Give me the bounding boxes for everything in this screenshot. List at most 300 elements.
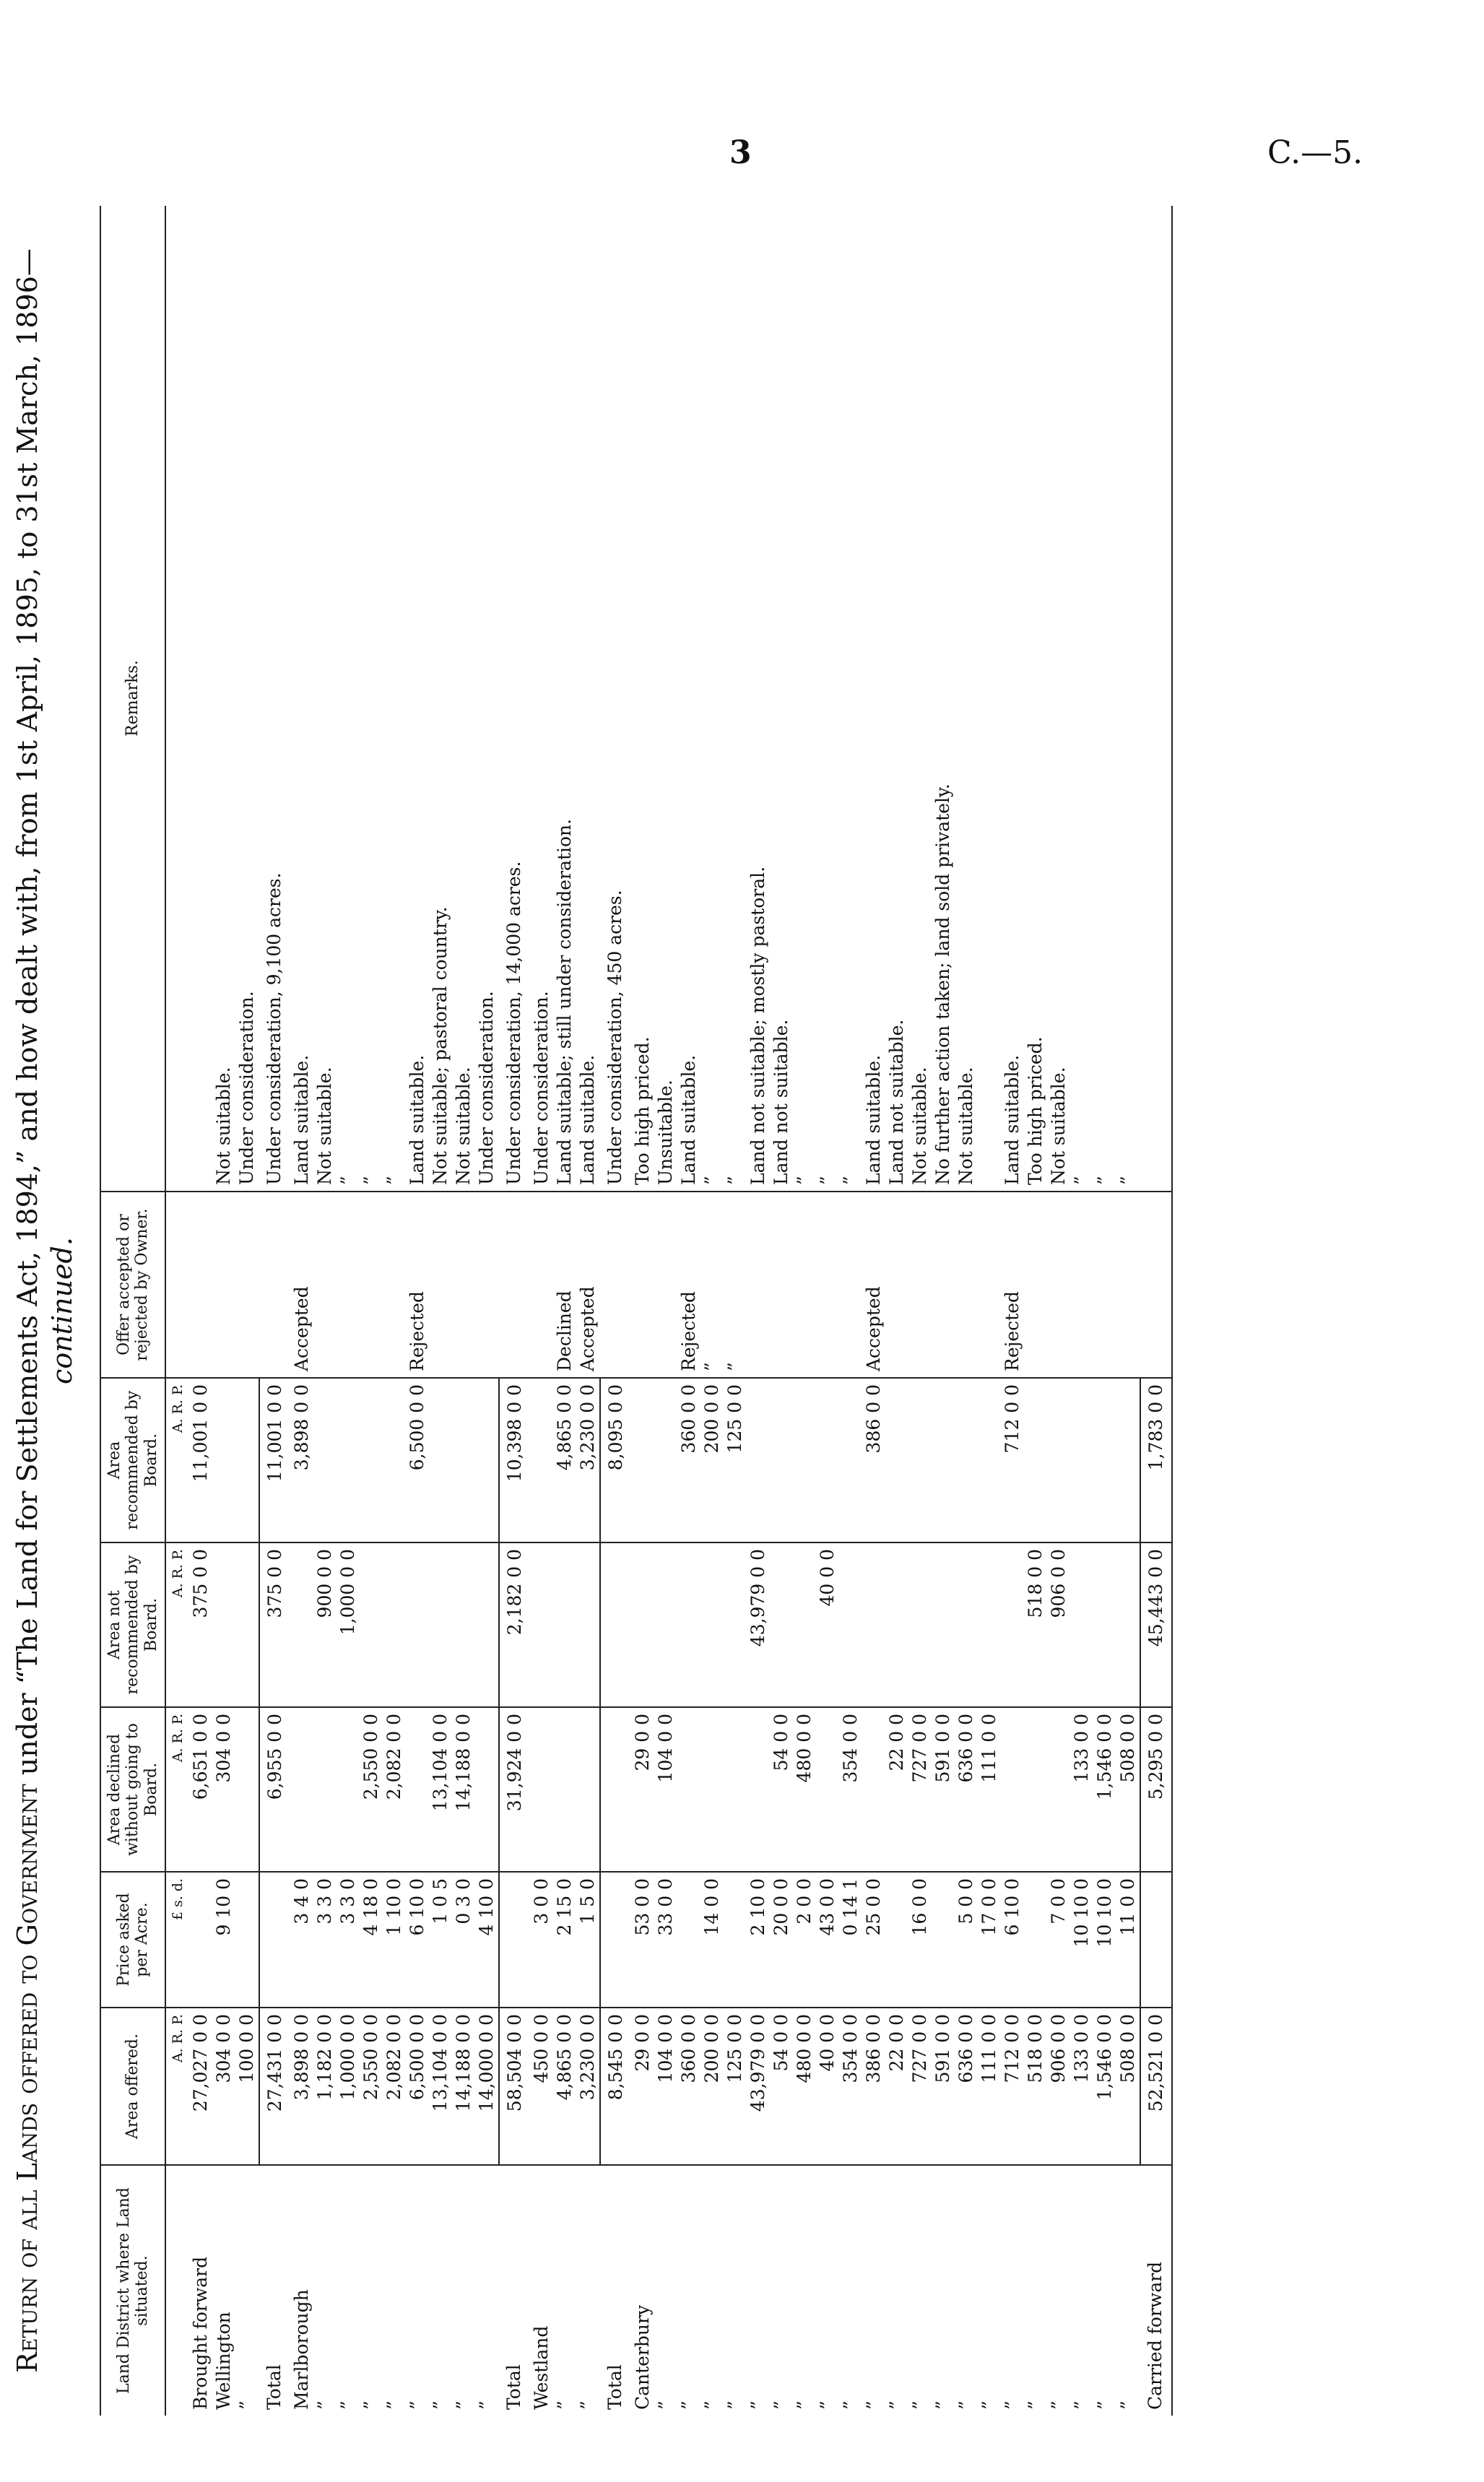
cell-not-recommended — [553, 1542, 576, 1707]
cell-not-recommended: 40 0 0 — [816, 1542, 839, 1707]
cell-not-recommended — [429, 1542, 452, 1707]
cell-remarks: ” — [360, 206, 383, 1192]
cell-price: 16 0 0 — [908, 1872, 932, 2008]
cell-declined: 133 0 0 — [1070, 1707, 1093, 1872]
cell-declined — [553, 1707, 576, 1872]
cell-offer — [885, 1192, 908, 1378]
document-code: C.—5. — [1267, 134, 1363, 171]
cell-offer — [235, 1192, 259, 1378]
cell-offer — [654, 1192, 677, 1378]
cell-offer — [1116, 1192, 1140, 1378]
cell-offer: Rejected — [406, 1192, 429, 1378]
cell-offer — [600, 1192, 631, 1378]
table-row — [290, 206, 313, 2416]
cell-area-offered: 906 0 0 — [1047, 2008, 1070, 2165]
cell-price: 53 0 0 — [631, 1872, 654, 2008]
cell-recommended: 125 0 0 — [724, 1378, 747, 1542]
table-row — [600, 206, 631, 2416]
cell-offer — [259, 1192, 290, 1378]
cell-declined: 591 0 0 — [932, 1707, 955, 1872]
cell-recommended — [885, 1378, 908, 1542]
header-remarks: Remarks. — [100, 206, 165, 1192]
table-row — [1116, 206, 1140, 2416]
table-row — [700, 206, 724, 2416]
cell-price — [724, 1872, 747, 2008]
cell-recommended: 200 0 0 — [700, 1378, 724, 1542]
cell-not-recommended — [955, 1542, 978, 1707]
cell-remarks: Land suitable. — [576, 206, 600, 1192]
cell-district: ” — [862, 2400, 884, 2410]
cell-area-offered: 40 0 0 — [816, 2008, 839, 2165]
units-recommended: A. R. P. — [165, 1378, 189, 1542]
cell-remarks: Under consideration, 14,000 acres. — [499, 206, 530, 1192]
cell-price — [1140, 1872, 1172, 2008]
cell-declined: 2,550 0 0 — [360, 1707, 383, 1872]
cell-declined: 508 0 0 — [1116, 1707, 1140, 1872]
cell-price: 1 5 0 — [576, 1872, 600, 2008]
table-row — [978, 206, 1001, 2416]
cell-not-recommended: 906 0 0 — [1047, 1542, 1070, 1707]
header-not-recommended: Area not recommended by Board. — [100, 1542, 165, 1707]
cell-remarks: Land suitable; still under consideration. — [553, 206, 576, 1192]
cell-remarks: Not suitable; pastoral country. — [429, 206, 452, 1192]
cell-remarks: Land suitable. — [290, 206, 313, 1192]
cell-recommended: 3,898 0 0 — [290, 1378, 313, 1542]
cell-area-offered: 29 0 0 — [631, 2008, 654, 2165]
cell-recommended — [747, 1378, 770, 1542]
cell-district: Canterbury — [631, 2304, 653, 2410]
cell-offer — [337, 1192, 360, 1378]
table-row — [576, 206, 600, 2416]
cell-not-recommended — [452, 1542, 475, 1707]
cell-price: 6 10 0 — [406, 1872, 429, 2008]
cell-not-recommended — [793, 1542, 816, 1707]
table-row — [429, 206, 452, 2416]
cell-area-offered: 304 0 0 — [212, 2008, 235, 2165]
cell-area-offered: 27,027 0 0 — [189, 2008, 212, 2165]
cell-area-offered: 104 0 0 — [654, 2008, 677, 2165]
cell-area-offered: 22 0 0 — [885, 2008, 908, 2165]
table-row — [1001, 206, 1024, 2416]
cell-declined — [576, 1707, 600, 1872]
cell-price: 9 10 0 — [212, 1872, 235, 2008]
cell-offer — [360, 1192, 383, 1378]
cell-offer — [770, 1192, 793, 1378]
cell-not-recommended — [212, 1542, 235, 1707]
cell-price: 3 3 0 — [313, 1872, 337, 2008]
cell-not-recommended — [839, 1542, 862, 1707]
cell-area-offered: 480 0 0 — [793, 2008, 816, 2165]
cell-offer: Accepted — [862, 1192, 885, 1378]
cell-offer: Rejected — [1001, 1192, 1024, 1378]
cell-price: 5 0 0 — [955, 1872, 978, 2008]
table-row — [499, 206, 530, 2416]
cell-district: ” — [793, 2400, 815, 2410]
cell-offer: ” — [724, 1192, 747, 1378]
cell-declined: 111 0 0 — [978, 1707, 1001, 1872]
cell-district: Brought forward — [189, 2256, 211, 2410]
cell-area-offered: 508 0 0 — [1116, 2008, 1140, 2165]
cell-remarks: Not suitable. — [452, 206, 475, 1192]
cell-remarks: ” — [700, 206, 724, 1192]
cell-recommended — [475, 1378, 499, 1542]
cell-offer: Rejected — [677, 1192, 700, 1378]
cell-declined — [530, 1707, 553, 1872]
cell-price: 17 0 0 — [978, 1872, 1001, 2008]
cell-remarks: Under consideration, 9,100 acres. — [259, 206, 290, 1192]
cell-remarks: ” — [1093, 206, 1116, 1192]
cell-area-offered: 1,000 0 0 — [337, 2008, 360, 2165]
cell-recommended — [978, 1378, 1001, 1542]
cell-declined — [313, 1707, 337, 1872]
cell-not-recommended — [1070, 1542, 1093, 1707]
cell-district: ” — [654, 2400, 676, 2410]
cell-recommended: 1,783 0 0 — [1140, 1378, 1172, 1542]
cell-recommended — [1024, 1378, 1047, 1542]
table-row — [839, 206, 862, 2416]
cell-district: ” — [908, 2400, 930, 2410]
cell-district: ” — [1024, 2400, 1046, 2410]
header-price: Price asked per Acre. — [100, 1872, 165, 2008]
header-row — [100, 206, 165, 2416]
cell-declined: 14,188 0 0 — [452, 1707, 475, 1872]
cell-offer: Accepted — [290, 1192, 313, 1378]
cell-price: 4 10 0 — [475, 1872, 499, 2008]
cell-declined — [1047, 1707, 1070, 1872]
cell-remarks: ” — [1116, 206, 1140, 1192]
cell-remarks: Under consideration. — [235, 206, 259, 1192]
cell-recommended: 11,001 0 0 — [189, 1378, 212, 1542]
cell-district: ” — [337, 2400, 358, 2410]
cell-price: 20 0 0 — [770, 1872, 793, 2008]
cell-district: Wellington — [212, 2312, 234, 2410]
page-number: 3 — [729, 134, 752, 171]
cell-remarks: Land suitable. — [677, 206, 700, 1192]
cell-remarks: ” — [816, 206, 839, 1192]
cell-declined — [406, 1707, 429, 1872]
header-recommended: Area recommended by Board. — [100, 1378, 165, 1542]
cell-remarks: Unsuitable. — [654, 206, 677, 1192]
cell-remarks: Land suitable. — [1001, 206, 1024, 1192]
table-row — [631, 206, 654, 2416]
title-prefix: Return of all Lands offered to Government — [12, 1784, 43, 2373]
cell-recommended: 6,500 0 0 — [406, 1378, 429, 1542]
table-row — [1024, 206, 1047, 2416]
cell-district: ” — [816, 2400, 838, 2410]
cell-price: 10 10 0 — [1093, 1872, 1116, 2008]
cell-district: Carried forward — [1140, 2165, 1172, 2416]
cell-remarks: Under consideration. — [475, 206, 499, 1192]
cell-declined — [677, 1707, 700, 1872]
cell-remarks: Land not suitable. — [885, 206, 908, 1192]
cell-recommended — [212, 1378, 235, 1542]
cell-offer: ” — [700, 1192, 724, 1378]
cell-area-offered: 27,431 0 0 — [259, 2008, 290, 2165]
cell-offer — [1093, 1192, 1116, 1378]
cell-offer — [978, 1192, 1001, 1378]
cell-not-recommended — [770, 1542, 793, 1707]
cell-price: 10 10 0 — [1070, 1872, 1093, 2008]
cell-recommended — [429, 1378, 452, 1542]
cell-district: ” — [1047, 2400, 1069, 2410]
cell-declined: 54 0 0 — [770, 1707, 793, 1872]
cell-remarks: Not suitable. — [1047, 206, 1070, 1192]
units-remarks-blank — [165, 206, 189, 1192]
cell-district: Marlborough — [290, 2289, 312, 2410]
table-row — [383, 206, 406, 2416]
cell-not-recommended — [978, 1542, 1001, 1707]
cell-price: 3 4 0 — [290, 1872, 313, 2008]
table-row — [1070, 206, 1093, 2416]
cell-price: 3 3 0 — [337, 1872, 360, 2008]
cell-price — [932, 1872, 955, 2008]
cell-declined: 22 0 0 — [885, 1707, 908, 1872]
cell-declined: 6,955 0 0 — [259, 1707, 290, 1872]
units-offer-blank — [165, 1192, 189, 1378]
cell-price — [499, 1872, 530, 2008]
cell-area-offered: 727 0 0 — [908, 2008, 932, 2165]
cell-recommended — [452, 1378, 475, 1542]
cell-area-offered: 52,521 0 0 — [1140, 2008, 1172, 2165]
cell-offer — [475, 1192, 499, 1378]
cell-declined: 13,104 0 0 — [429, 1707, 452, 1872]
cell-area-offered: 360 0 0 — [677, 2008, 700, 2165]
table-row — [553, 206, 576, 2416]
cell-district: ” — [1117, 2400, 1139, 2410]
cell-declined — [600, 1707, 631, 1872]
cell-not-recommended — [360, 1542, 383, 1707]
cell-price: 7 0 0 — [1047, 1872, 1070, 2008]
cell-district: ” — [406, 2400, 428, 2410]
cell-area-offered: 100 0 0 — [235, 2008, 259, 2165]
cell-remarks — [978, 206, 1001, 1192]
cell-offer — [189, 1192, 212, 1378]
cell-declined: 1,546 0 0 — [1093, 1707, 1116, 1872]
table-row — [770, 206, 793, 2416]
cell-area-offered: 133 0 0 — [1070, 2008, 1093, 2165]
cell-recommended: 10,398 0 0 — [499, 1378, 530, 1542]
cell-area-offered: 354 0 0 — [839, 2008, 862, 2165]
cell-recommended — [955, 1378, 978, 1542]
cell-district: ” — [1070, 2400, 1092, 2410]
table-row — [1093, 206, 1116, 2416]
table-row — [530, 206, 553, 2416]
cell-declined: 104 0 0 — [654, 1707, 677, 1872]
cell-district: ” — [955, 2400, 976, 2410]
cell-price — [259, 1872, 290, 2008]
table-row — [235, 206, 259, 2416]
cell-recommended: 4,865 0 0 — [553, 1378, 576, 1542]
cell-recommended — [360, 1378, 383, 1542]
cell-not-recommended — [290, 1542, 313, 1707]
cell-recommended — [1070, 1378, 1093, 1542]
units-declined: A. R. P. — [165, 1707, 189, 1872]
table-row — [1047, 206, 1070, 2416]
cell-district: ” — [577, 2400, 599, 2410]
cell-not-recommended — [1116, 1542, 1140, 1707]
table-row — [189, 206, 212, 2416]
header-declined: Area declined without going to Board. — [100, 1707, 165, 1872]
cell-recommended — [631, 1378, 654, 1542]
cell-not-recommended — [530, 1542, 553, 1707]
cell-remarks: Under consideration, 450 acres. — [600, 206, 631, 1192]
cell-remarks: Too high priced. — [1024, 206, 1047, 1192]
cell-district: ” — [429, 2400, 451, 2410]
cell-district: ” — [360, 2400, 381, 2410]
table-row — [337, 206, 360, 2416]
cell-area-offered: 111 0 0 — [978, 2008, 1001, 2165]
cell-recommended — [383, 1378, 406, 1542]
cell-remarks: ” — [793, 206, 816, 1192]
cell-price — [677, 1872, 700, 2008]
cell-declined — [700, 1707, 724, 1872]
cell-remarks: No further action taken; land sold privately. — [932, 206, 955, 1192]
cell-not-recommended — [406, 1542, 429, 1707]
cell-offer — [816, 1192, 839, 1378]
cell-offer — [1140, 1192, 1172, 1378]
cell-price — [1024, 1872, 1047, 2008]
cell-price: 43 0 0 — [816, 1872, 839, 2008]
cell-price: 6 10 0 — [1001, 1872, 1024, 2008]
cell-recommended: 11,001 0 0 — [259, 1378, 290, 1542]
cell-area-offered: 14,188 0 0 — [452, 2008, 475, 2165]
table-row — [406, 206, 429, 2416]
cell-price: 1 10 0 — [383, 1872, 406, 2008]
table-row — [793, 206, 816, 2416]
title-middle: under “The Land for Settlements Act, 1894,” and how dealt with, from 1st April, 1895, to 31st March, 1896— — [12, 248, 43, 1776]
cell-not-recommended: 900 0 0 — [313, 1542, 337, 1707]
return-table-rotated — [12, 206, 1480, 2416]
cell-not-recommended: 375 0 0 — [189, 1542, 212, 1707]
cell-area-offered: 591 0 0 — [932, 2008, 955, 2165]
cell-price: 2 15 0 — [553, 1872, 576, 2008]
cell-offer — [631, 1192, 654, 1378]
cell-district: ” — [1093, 2400, 1115, 2410]
cell-offer — [313, 1192, 337, 1378]
table-row — [452, 206, 475, 2416]
cell-not-recommended: 375 0 0 — [259, 1542, 290, 1707]
cell-remarks: Land not suitable; mostly pastoral. — [747, 206, 770, 1192]
cell-offer — [429, 1192, 452, 1378]
cell-district: ” — [700, 2400, 722, 2410]
cell-not-recommended — [724, 1542, 747, 1707]
cell-not-recommended — [908, 1542, 932, 1707]
cell-not-recommended — [885, 1542, 908, 1707]
table-row — [955, 206, 978, 2416]
cell-remarks: Under consideration. — [530, 206, 553, 1192]
cell-recommended — [932, 1378, 955, 1542]
cell-offer — [908, 1192, 932, 1378]
header-offer: Offer accepted or rejected by Owner. — [100, 1192, 165, 1378]
cell-price — [600, 1872, 631, 2008]
cell-price: 1 0 5 — [429, 1872, 452, 2008]
cell-offer: Accepted — [576, 1192, 600, 1378]
cell-not-recommended: 2,182 0 0 — [499, 1542, 530, 1707]
cell-district: ” — [839, 2400, 861, 2410]
cell-area-offered: 8,545 0 0 — [600, 2008, 631, 2165]
cell-area-offered: 636 0 0 — [955, 2008, 978, 2165]
cell-recommended — [816, 1378, 839, 1542]
cell-area-offered: 1,182 0 0 — [313, 2008, 337, 2165]
cell-recommended: 8,095 0 0 — [600, 1378, 631, 1542]
cell-not-recommended: 43,979 0 0 — [747, 1542, 770, 1707]
cell-district: ” — [476, 2400, 498, 2410]
cell-not-recommended — [600, 1542, 631, 1707]
cell-declined: 5,295 0 0 — [1140, 1707, 1172, 1872]
cell-area-offered: 58,504 0 0 — [499, 2008, 530, 2165]
cell-offer — [747, 1192, 770, 1378]
cell-recommended: 386 0 0 — [862, 1378, 885, 1542]
cell-offer — [383, 1192, 406, 1378]
cell-price: 0 14 1 — [839, 1872, 862, 2008]
cell-not-recommended — [383, 1542, 406, 1707]
cell-area-offered: 4,865 0 0 — [553, 2008, 576, 2165]
cell-district: ” — [932, 2400, 953, 2410]
cell-price: 4 18 0 — [360, 1872, 383, 2008]
cell-district: ” — [236, 2400, 258, 2410]
cell-district: Total — [604, 2364, 626, 2410]
cell-declined — [747, 1707, 770, 1872]
cell-declined — [235, 1707, 259, 1872]
cell-price: 11 0 0 — [1116, 1872, 1140, 2008]
table-row — [677, 206, 700, 2416]
cell-district: ” — [553, 2400, 575, 2410]
cell-not-recommended — [576, 1542, 600, 1707]
cell-price: 0 3 0 — [452, 1872, 475, 2008]
cell-area-offered: 2,550 0 0 — [360, 2008, 383, 2165]
table-row — [816, 206, 839, 2416]
cell-district: ” — [978, 2400, 999, 2410]
cell-area-offered: 13,104 0 0 — [429, 2008, 452, 2165]
cell-recommended — [793, 1378, 816, 1542]
cell-area-offered: 450 0 0 — [530, 2008, 553, 2165]
cell-area-offered: 200 0 0 — [700, 2008, 724, 2165]
cell-declined — [475, 1707, 499, 1872]
cell-remarks: Too high priced. — [631, 206, 654, 1192]
cell-not-recommended — [700, 1542, 724, 1707]
cell-not-recommended — [631, 1542, 654, 1707]
cell-district: ” — [747, 2400, 768, 2410]
table-row — [747, 206, 770, 2416]
cell-price: 2 10 0 — [747, 1872, 770, 2008]
cell-offer — [452, 1192, 475, 1378]
cell-area-offered: 2,082 0 0 — [383, 2008, 406, 2165]
cell-remarks: ” — [1070, 206, 1093, 1192]
cell-area-offered: 3,230 0 0 — [576, 2008, 600, 2165]
table-row — [908, 206, 932, 2416]
cell-recommended — [770, 1378, 793, 1542]
cell-area-offered: 125 0 0 — [724, 2008, 747, 2165]
cell-recommended — [654, 1378, 677, 1542]
cell-declined: 31,924 0 0 — [499, 1707, 530, 1872]
cell-remarks: ” — [839, 206, 862, 1192]
table-row — [212, 206, 235, 2416]
table-row — [313, 206, 337, 2416]
cell-area-offered: 14,000 0 0 — [475, 2008, 499, 2165]
cell-offer: Declined — [553, 1192, 576, 1378]
cell-recommended — [337, 1378, 360, 1542]
cell-remarks: Not suitable. — [955, 206, 978, 1192]
table-row — [1140, 206, 1172, 2416]
cell-recommended — [839, 1378, 862, 1542]
cell-offer — [839, 1192, 862, 1378]
cell-not-recommended — [475, 1542, 499, 1707]
cell-declined: 6,651 0 0 — [189, 1707, 212, 1872]
table-row — [724, 206, 747, 2416]
cell-offer — [793, 1192, 816, 1378]
cell-declined: 480 0 0 — [793, 1707, 816, 1872]
cell-not-recommended: 518 0 0 — [1024, 1542, 1047, 1707]
